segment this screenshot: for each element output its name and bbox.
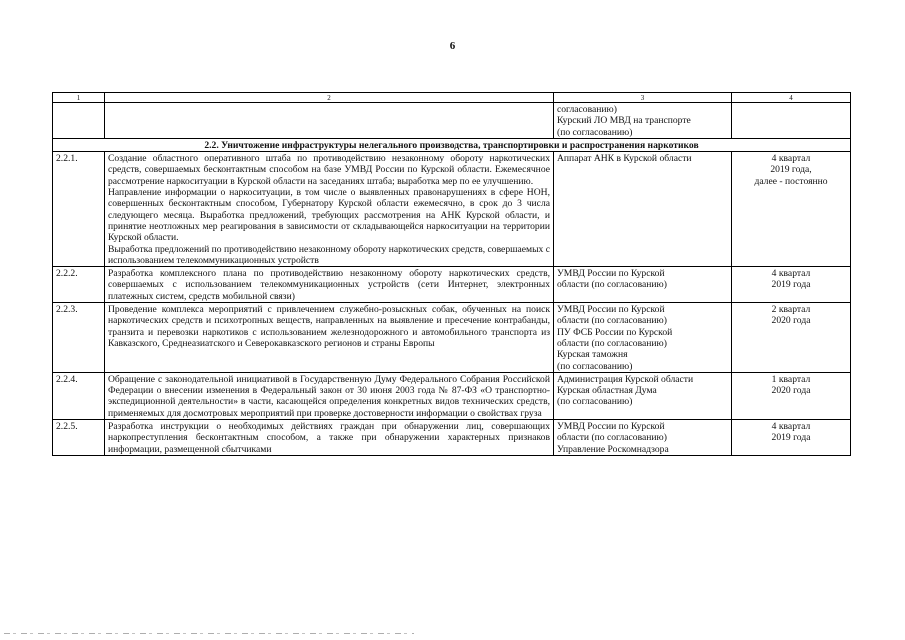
- responsible-line: области (по согласованию): [557, 337, 667, 349]
- responsible-line: (по согласованию): [557, 360, 633, 372]
- measure-description: [105, 303, 554, 373]
- responsible-line: области (по согласованию): [557, 315, 667, 327]
- term-cell: [732, 372, 851, 419]
- term-cell: [732, 103, 851, 139]
- term-line: 2019 года: [771, 279, 811, 291]
- measure-paragraph: Обращение с законодательной инициативой в Государственную Думу Федерального Собрания Российской Федерации о внесении изменения в Федеральный закон от 30 июня 2003 года № 87-ФЗ «О транспортно-экспедиционной деятельности» в части, касающейся определения конкретных видов технических средств, применяемых для досмотровых мероприятий при проверке достоверности информации о свойствах груза: [108, 373, 550, 419]
- responsible-cell: [554, 152, 732, 267]
- measure-paragraph: Разработка инструкции о необходимых действиях граждан при обнаружении лиц, совершающих наркопреступления бесконтактным способом, а также при обнаружении характерных признаков информации, размещенной сбытчиками: [108, 421, 550, 455]
- measure-description: [105, 152, 554, 267]
- table-row: [53, 152, 851, 267]
- action-plan-table: [52, 92, 851, 456]
- term-line: 2 квартал: [771, 304, 811, 316]
- table-row: [53, 372, 851, 419]
- term-line: 2019 года: [771, 432, 811, 444]
- measure-paragraph: Направление информации о наркоситуации, в том числе о выявленных правонарушениях в сфере НОН, совершенных бесконтактным способом, Губернатору Курской области ежемесячно, в срок до 3 числа следующего месяца. Выработка предложений, требующих рассмотрения на АНК Курской области, и принятие неотложных мер реагирования в зависимости от складывающейся наркоситуации на территории Курской области.: [108, 187, 550, 244]
- table-row: [53, 303, 851, 373]
- column-number: 1: [53, 93, 105, 103]
- row-number: 2.2.3.: [53, 303, 105, 373]
- responsible-cell: [554, 103, 732, 139]
- responsible-line: Курская областная Дума: [557, 385, 657, 397]
- section-row: [53, 138, 851, 151]
- responsible-line: области (по согласованию): [557, 279, 667, 291]
- measure-cell: [105, 103, 554, 139]
- responsible-line: Аппарат АНК в Курской области: [557, 153, 692, 165]
- responsible-cell: [554, 303, 732, 373]
- column-number: 3: [554, 93, 732, 103]
- measure-paragraph: Создание областного оперативного штаба по противодействию незаконному обороту наркотических средств, совершаемых бесконтактным способом на базе УМВД России по Курской области. Ежемесячное рассмотрение наркоситуации в Курской области на заседаниях штаба; выработка мер по ее улучшению.: [108, 153, 550, 187]
- measure-paragraph: Проведение комплекса мероприятий с привлечением служебно-розыскных собак, обученных на поиск наркотических средств и психотропных веществ, направленных на выявление и пресечение контрабанды, транзита и перевозки наркотиков с использованием железнодорожного и автомобильного транспорта из Кавказского, Среднеазиатского и Северокавказского регионов и страны Европы: [108, 304, 550, 349]
- term-line: 2020 года: [771, 385, 811, 397]
- term-cell: [732, 267, 851, 303]
- column-number: 4: [732, 93, 851, 103]
- row-number: 2.2.2.: [53, 267, 105, 303]
- responsible-line: согласованию): [557, 104, 617, 115]
- responsible-line: УМВД России по Курской: [557, 268, 665, 280]
- responsible-line: УМВД России по Курской: [557, 421, 665, 433]
- responsible-cell: [554, 267, 732, 303]
- section-title: 2.2. Уничтожение инфраструктуры нелегального производства, транспортировки и распространения наркотиков: [53, 138, 851, 151]
- responsible-line: Управление Роскомнадзора: [557, 443, 669, 455]
- measure-description: [105, 267, 554, 303]
- measure-description: [105, 372, 554, 419]
- term-line: 4 квартал: [771, 268, 811, 280]
- row-number: 2.2.5.: [53, 420, 105, 456]
- responsible-cell: [554, 420, 732, 456]
- column-number: 2: [105, 93, 554, 103]
- responsible-cell: [554, 372, 732, 419]
- measure-paragraph: Разработка комплексного плана по противодействию незаконному обороту наркотических средств, совершаемых с использованием телекоммуникационных устройств (сети Интернет, электронных платежных систем, средств мобильной связи): [108, 268, 550, 302]
- responsible-line: УМВД России по Курской: [557, 304, 665, 316]
- scan-artifact-line: [4, 633, 414, 634]
- term-line: 1 квартал: [771, 373, 811, 385]
- term-line: 2020 года: [771, 315, 811, 327]
- responsible-line: области (по согласованию): [557, 432, 667, 444]
- responsible-line: (по согласованию): [557, 396, 633, 408]
- table-row: [53, 267, 851, 303]
- term-line: 2019 года,: [770, 164, 812, 176]
- term-line: 4 квартал: [771, 421, 811, 433]
- term-line: 4 квартал: [771, 153, 811, 165]
- term-line: далее - постоянно: [754, 175, 828, 187]
- responsible-line: (по согласованию): [557, 126, 633, 138]
- measure-description: [105, 420, 554, 456]
- row-number-cell: [53, 103, 105, 139]
- table-row: [53, 420, 851, 456]
- row-number: 2.2.4.: [53, 372, 105, 419]
- term-cell: [732, 420, 851, 456]
- page-number: 6: [449, 40, 456, 52]
- measure-paragraph: Выработка предложений по противодействию незаконному обороту наркотических средств, совершаемых с использованием телекоммуникационных устройств: [108, 243, 550, 266]
- term-cell: [732, 303, 851, 373]
- continuation-row: [53, 103, 851, 139]
- responsible-line: ПУ ФСБ России по Курской: [557, 326, 673, 338]
- responsible-line: Курский ЛО МВД на транспорте: [557, 115, 691, 127]
- column-number-row: [53, 93, 851, 103]
- responsible-line: Курская таможня: [557, 349, 628, 361]
- row-number: 2.2.1.: [53, 152, 105, 267]
- term-cell: [732, 152, 851, 267]
- responsible-line: Администрация Курской области: [557, 373, 694, 385]
